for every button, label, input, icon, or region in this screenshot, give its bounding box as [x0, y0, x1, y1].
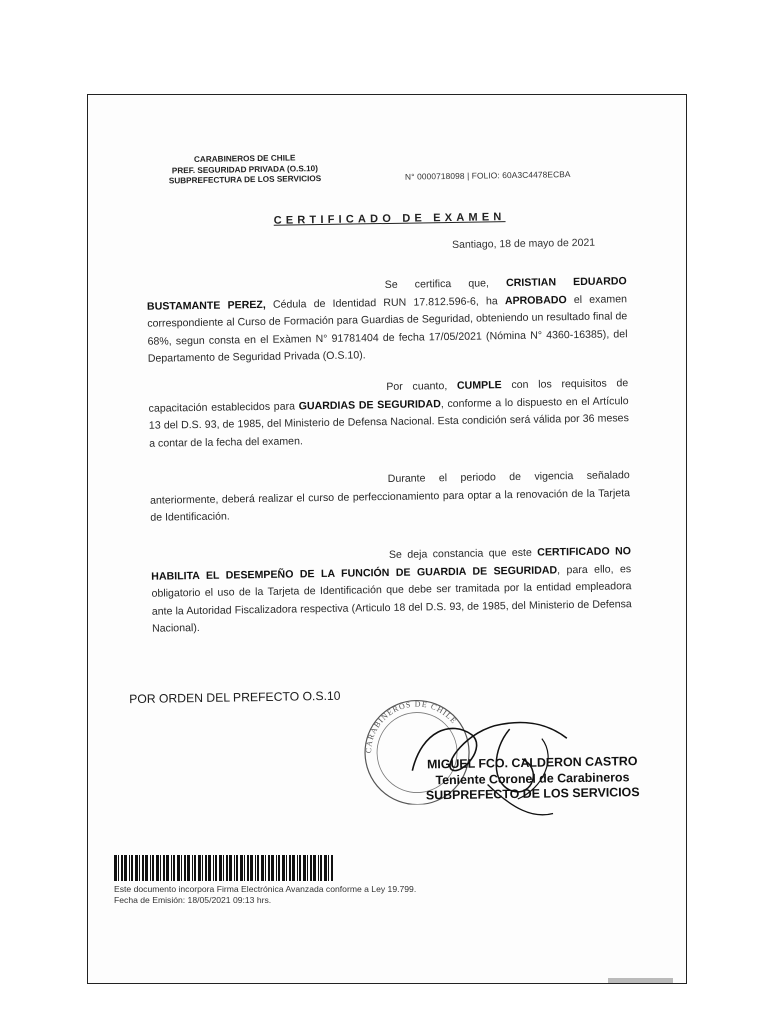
paragraph-validity: Durante el periodo de vigencia señalado anteriormente, deberá realizar el curso de perfeccionamiento para optar a la renovación de la Tarjeta de Identificación. [149, 469, 631, 524]
barcode-bar [234, 855, 235, 881]
barcode-bar [163, 855, 165, 881]
barcode-bar [135, 855, 138, 881]
barcode-bar [194, 855, 196, 881]
barcode-bar [265, 855, 266, 881]
barcode-bar [313, 855, 316, 881]
barcode-bar [145, 855, 148, 881]
issuer-line-2: PREF. SEGURIDAD PRIVADA (O.S.10) [171, 163, 318, 175]
barcode-bar [156, 855, 159, 881]
barcode-bar [173, 855, 175, 881]
barcode-bar [124, 855, 127, 881]
barcode-bar [236, 855, 238, 881]
document-title: CERTIFICADO DE EXAMEN [273, 211, 506, 227]
barcode-bar [276, 855, 277, 881]
barcode-bar [213, 855, 214, 881]
svg-text:CARABINEROS DE CHILE: CARABINEROS DE CHILE [363, 699, 459, 754]
barcode-bar [198, 855, 201, 881]
cumple-label: CUMPLE [456, 379, 502, 392]
barcode-bar [118, 855, 119, 881]
barcode-bar [297, 855, 298, 881]
certificate-page [87, 94, 687, 984]
guardias-label: GUARDIAS DE SEGURIDAD [298, 397, 441, 412]
issuer-line-3: SUBPREFECTURA DE LOS SERVICIOS [168, 174, 322, 186]
paragraph-compliance: Por cuanto, CUMPLE con los requisitos de capacitación establecidos para GUARDIAS DE SEGURIDAD, conforme a lo dispuesto en el Artículo 13 del D.S. 93, de 1985, del Ministerio de Defensa Nacional. Esta condición será válida por 36 meses a contar de la fecha del examen. [148, 377, 629, 450]
barcode-bar [215, 855, 217, 881]
barcode-bar [192, 855, 193, 881]
barcode-bar [129, 855, 130, 881]
paragraph-approval: Se certifica que, CRISTIAN EDUARDO BUSTAMANTE PEREZ, Cédula de Identidad RUN 17.812.596-6, ha APROBADO el examen correspondiente al Curso de Formación para Guardias de Seguridad, obteniendo un resultado final de 68%, segun consta en el Exàmen N° 91781404 de fecha 17/05/2021 (Nómina N° 4360-16385), del Departamento de Seguridad Privada (O.S.10). [146, 275, 628, 365]
barcode-bar [307, 855, 308, 881]
barcode-bar [187, 855, 190, 881]
footer-emission-date: Fecha de Emisión: 18/05/2021 09:13 hrs. [114, 894, 272, 905]
barcode-bar [150, 855, 151, 881]
barcode-bar [142, 855, 144, 881]
barcode-bar [303, 855, 306, 881]
barcode-bar [181, 855, 182, 881]
barcode-bar [184, 855, 186, 881]
candidate-name: CRISTIAN EDUARDO BUSTAMANTE PEREZ, [146, 275, 627, 313]
barcode-bar [255, 855, 256, 881]
barcode-bar [121, 855, 123, 881]
barcode-bar [244, 855, 245, 881]
barcode-bar [257, 855, 259, 881]
barcode-bar [289, 855, 291, 881]
barcode-bar [320, 855, 322, 881]
barcode-bar [131, 855, 133, 881]
signer-block [412, 754, 653, 804]
barcode-bar [261, 855, 264, 881]
folio-number: N° 0000718098 | FOLIO: 60A3C4478ECBA [404, 169, 571, 182]
barcode-bar [299, 855, 301, 881]
barcode-bar [166, 855, 169, 881]
barcode-bar [160, 855, 161, 881]
signer-rank: Teniente Coronel de Carabineros [435, 769, 630, 787]
barcode-bar [114, 855, 117, 881]
barcode-bar [250, 855, 253, 881]
issuer-line-1: CARABINEROS DE CHILE [193, 153, 296, 165]
barcode-bar [268, 855, 270, 881]
paragraph-notice: Se deja constancia que este CERTIFICADO NO HABILITA EL DESEMPEÑO DE LA FUNCIÓN DE GUARDIA DE SEGURIDAD, para ello, es obligatorio el uso de la Tarjeta de Identificación que debe ser tramitada por la entidad empleadora ante la Autoridad Fiscalizadora respectiva (Articulo 18 del D.S. 93, de 1985, del Ministerio de Defensa Nacional). [151, 545, 632, 635]
document-footer [114, 884, 416, 905]
signer-role: SUBPREFECTO DE LOS SERVICIOS [425, 785, 640, 803]
barcode-bar [226, 855, 228, 881]
barcode-bar [331, 855, 333, 881]
barcode-bar [177, 855, 180, 881]
barcode-bar [205, 855, 207, 881]
barcode-bar [219, 855, 222, 881]
barcode-bar [282, 855, 285, 881]
barcode-bar [286, 855, 287, 881]
barcode-bar [271, 855, 274, 881]
barcode-bar [223, 855, 224, 881]
barcode-bar [292, 855, 295, 881]
issuer-header [145, 153, 345, 188]
barcode-bar [328, 855, 329, 881]
footer-signature-note: Este documento incorpora Firma Electrónica Avanzada conforme a Ley 19.799. [114, 884, 417, 894]
barcode-bar [324, 855, 327, 881]
barcode-bar [139, 855, 140, 881]
barcode-bar [152, 855, 154, 881]
page-edge-shadow [608, 978, 673, 984]
not-enabled-notice: CERTIFICADO NO HABILITA EL DESEMPEÑO DE LA FUNCIÓN DE GUARDIA DE SEGURIDAD [151, 545, 632, 583]
issue-date: Santiago, 18 de mayo de 2021 [451, 236, 596, 251]
barcode-bar [318, 855, 319, 881]
by-order-line: POR ORDEN DEL PREFECTO O.S.10 [129, 688, 341, 707]
barcode-bar [247, 855, 249, 881]
barcode-bar [229, 855, 232, 881]
barcode-bar [208, 855, 211, 881]
barcode-bar [278, 855, 280, 881]
barcode-bar [240, 855, 243, 881]
barcode-bar [171, 855, 172, 881]
document-content [87, 94, 687, 984]
barcode [114, 855, 339, 881]
barcode-bar [310, 855, 312, 881]
signer-name: MIGUEL FCO. CALDERON CASTRO [426, 754, 638, 772]
barcode-bar [202, 855, 203, 881]
approved-label: APROBADO [504, 293, 567, 307]
